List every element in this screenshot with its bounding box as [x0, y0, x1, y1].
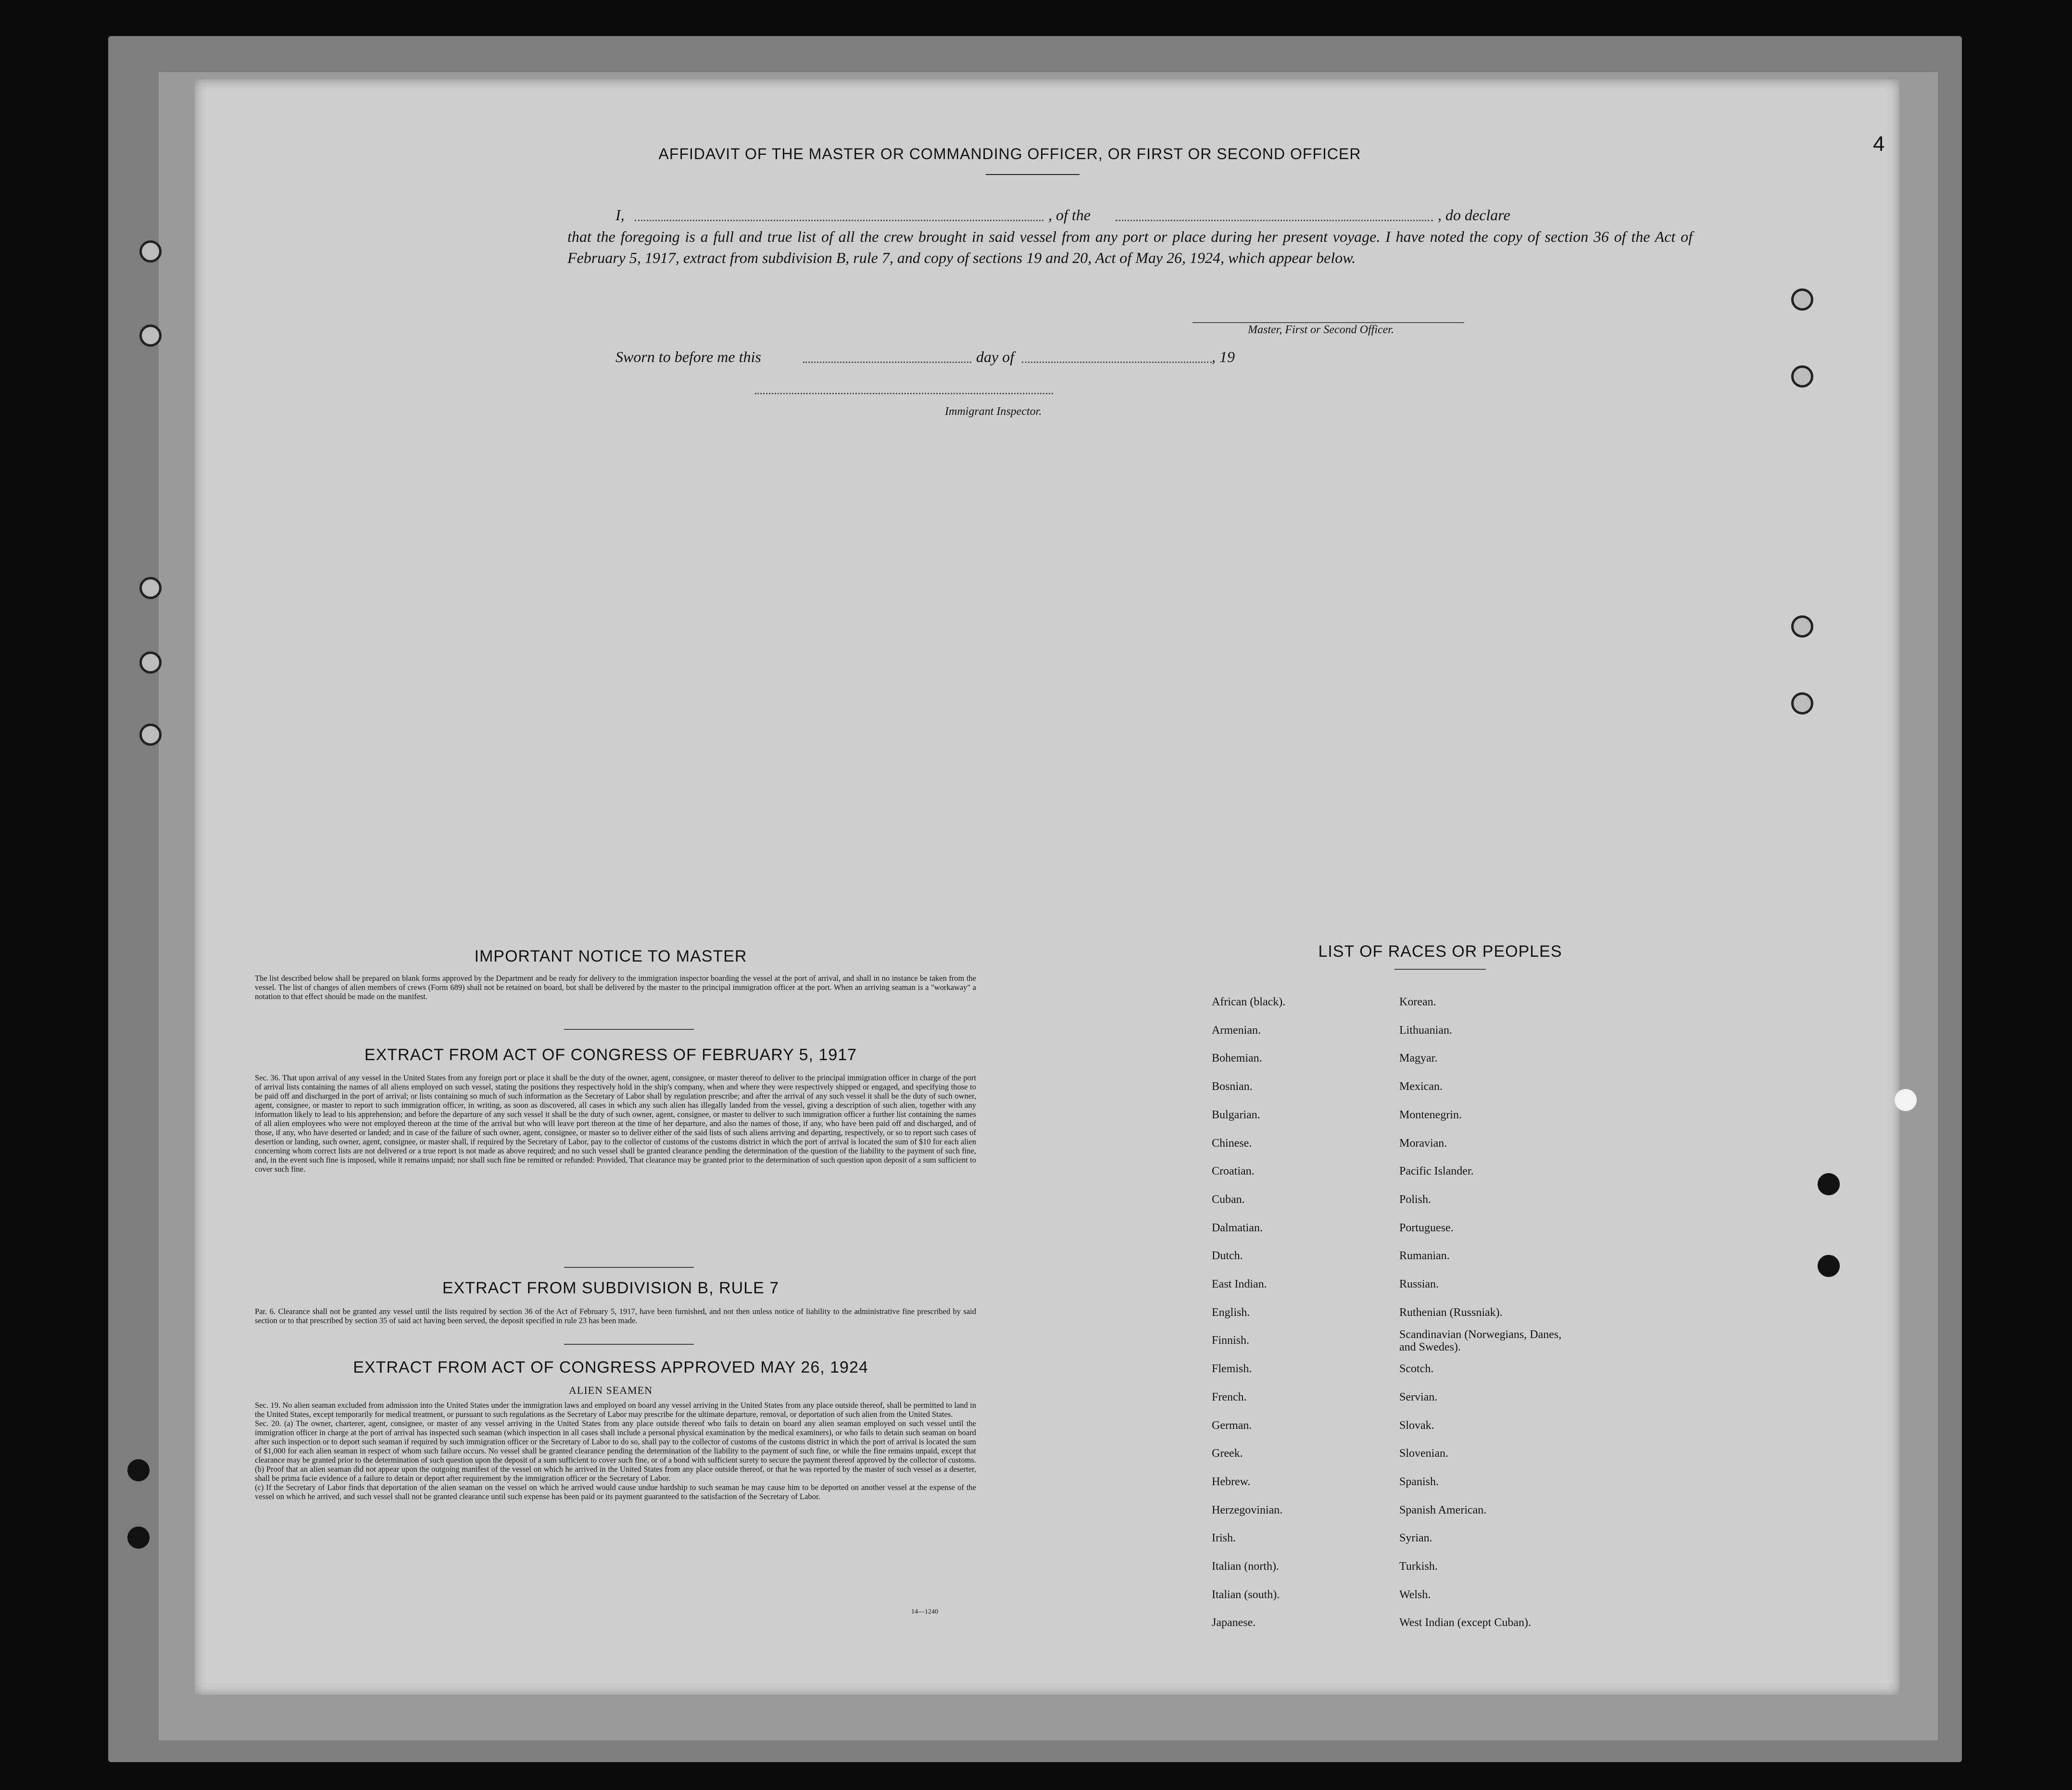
binder-hole	[1791, 365, 1813, 388]
binder-hole	[139, 240, 162, 263]
race-item: Korean.	[1399, 996, 1436, 1008]
race-item: Irish.	[1212, 1532, 1236, 1545]
race-item: Croatian.	[1212, 1165, 1255, 1178]
race-item: Lithuanian.	[1399, 1024, 1452, 1037]
binder-hole	[1818, 1173, 1840, 1195]
inspector-caption: Immigrant Inspector.	[945, 405, 1042, 418]
section-divider	[564, 1267, 694, 1268]
notice-title: IMPORTANT NOTICE TO MASTER	[474, 947, 747, 965]
sworn-c: , 19	[1212, 348, 1235, 365]
race-item: Greek.	[1212, 1447, 1243, 1460]
manifest-page	[195, 79, 1899, 1695]
sworn-day-blank[interactable]	[803, 362, 971, 363]
races-left-column	[1212, 988, 1285, 1637]
affidavit-line1-b: , of the	[1048, 206, 1091, 224]
race-item: Bosnian.	[1212, 1080, 1253, 1093]
name-blank[interactable]	[635, 220, 1043, 221]
race-item: Portuguese.	[1399, 1221, 1454, 1234]
binder-hole	[139, 325, 162, 347]
affidavit-line1-c: , do declare	[1438, 206, 1510, 224]
race-item: Montenegrin.	[1399, 1108, 1462, 1121]
race-item: Spanish.	[1399, 1475, 1439, 1488]
binder-hole	[139, 651, 162, 674]
race-item: English.	[1212, 1306, 1250, 1319]
extract-1917-title: EXTRACT FROM ACT OF CONGRESS OF FEBRUARY 5, 1917	[364, 1046, 857, 1064]
race-item: Dutch.	[1212, 1250, 1243, 1263]
race-item: Turkish.	[1399, 1560, 1438, 1573]
extract-1924-subtitle: ALIEN SEAMEN	[569, 1384, 653, 1396]
binder-hole	[139, 577, 162, 599]
race-item: Japanese.	[1212, 1616, 1256, 1629]
affidavit-line1	[615, 204, 1693, 225]
race-item: West Indian (except Cuban).	[1399, 1616, 1531, 1629]
race-item: Rumanian.	[1399, 1250, 1450, 1263]
affidavit-line1-a: I,	[615, 206, 625, 224]
section-20b-text: (b) Proof that an alien seaman did not appear upon the outgoing manifest of the vessel on which he arrived in the United States from any place outside thereof, or that he was reported by the master of such vessel as a deserter, shall be prima facie evidence of a failure to detain or deport after requirement by the immigration officer or the Secretary of Labor.	[255, 1465, 976, 1483]
race-item: African (black).	[1212, 996, 1286, 1008]
signature-caption: Master, First or Second Officer.	[1248, 324, 1394, 336]
binder-hole	[1791, 615, 1813, 638]
race-item: Welsh.	[1399, 1588, 1431, 1601]
race-item: Ruthenian (Russniak).	[1399, 1306, 1503, 1319]
race-item: Magyar.	[1399, 1052, 1438, 1065]
race-item: Armenian.	[1212, 1024, 1261, 1037]
inspector-signature-line[interactable]	[755, 393, 1053, 394]
section-20a-text: Sec. 20. (a) The owner, charterer, agent, consignee, or master of any vessel arriving in the United States from any place outside thereof who fails to detain on board any alien seaman employed on such vessel until the immigration officer in charge at the port of arrival has inspected such seaman (which inspection in all cases shall include a personal physical examination by the medical examiners), or who fails to detain such seaman on board after such inspection or to deport such seaman if required by such immigration officer or the Secretary of Labor to do so, shall pay to the collector of customs of the customs district in which the port of arrival is located the sum of $1,000 for each alien seaman in respect of whom such failure occurs. No vessel shall be granted clearance pending the determination of the liability to the payment of such fine, or while the fine remains unpaid, except that clearance may be granted prior to the determination of such question upon the deposit of a sum sufficient to cover such fine, or of a bond with sufficient surety to secure the payment thereof approved by the collector of customs.	[255, 1419, 976, 1465]
race-item: Russian.	[1399, 1278, 1439, 1291]
race-item: Chinese.	[1212, 1137, 1252, 1150]
race-item: Bulgarian.	[1212, 1108, 1260, 1121]
race-item: East Indian.	[1212, 1278, 1267, 1291]
section-19-text: Sec. 19. No alien seaman excluded from admission into the United States under the immigration laws and employed on board any vessel arriving in the United States from any place outside thereof, shall be permitted to land in the United States, except temporarily for medical treatment, or pursuant to such regulations as the Secretary of Labor may prescribe for the ultimate departure, removal, or deportation of such alien from the United States.	[255, 1401, 976, 1419]
race-item: Italian (south).	[1212, 1588, 1280, 1601]
section-divider	[564, 1344, 694, 1345]
sworn-b: day of	[976, 348, 1015, 365]
races-right-column	[1399, 988, 1572, 1637]
race-item: Mexican.	[1399, 1080, 1443, 1093]
form-number: 14—1240	[911, 1608, 938, 1615]
notice-body: The list described below shall be prepared on blank forms approved by the Department and be ready for delivery to the immigration inspector boarding the vessel at the port of arrival, and shall in no instance be taken from the vessel. The list of changes of alien members of crews (Form 689) shall not be retained on board, but shall be delivered by the master to the principal immigration officer at the port. When an arriving seaman is a "workaway" a notation to that effect should be made on the manifest.	[255, 974, 976, 1001]
race-item: Flemish.	[1212, 1363, 1252, 1376]
race-item: Cuban.	[1212, 1193, 1245, 1206]
race-item: Scotch.	[1399, 1363, 1434, 1376]
extract-rule7-body: Par. 6. Clearance shall not be granted any vessel until the lists required by section 36 of the Act of February 5, 1917, have been furnished, and not then unless notice of liability to the administrative fine prescribed by said section or to that prescribed by section 35 of said act having been served, the deposit specified in rule 23 has been made.	[255, 1307, 976, 1325]
sworn-line	[615, 346, 1289, 367]
races-title: LIST OF RACES OR PEOPLES	[1318, 942, 1562, 961]
sworn-a: Sworn to before me this	[615, 348, 761, 365]
binder-hole	[1895, 1089, 1917, 1111]
race-item: Spanish American.	[1399, 1503, 1487, 1516]
race-item: Italian (north).	[1212, 1560, 1279, 1573]
race-item: Scandinavian (Norwegians, Danes, and Swedes).	[1399, 1328, 1562, 1354]
race-item: Hebrew.	[1212, 1475, 1251, 1488]
race-item: Slovak.	[1399, 1419, 1434, 1432]
title-underline	[986, 174, 1080, 175]
sworn-month-blank[interactable]	[1022, 362, 1212, 363]
race-item: Polish.	[1399, 1193, 1432, 1206]
binder-hole	[1791, 288, 1813, 311]
extract-1917-body: Sec. 36. That upon arrival of any vessel in the United States from any foreign port or place it shall be the duty of the owner, agent, consignee, or master thereof to deliver to the principal immigration officer in charge of the port of arrival lists containing the names of all aliens employed on such vessel, stating the positions they respectively hold in the ship's company, when and where they were respectively shipped or engaged, and specifying those to be paid off and discharged in the port of arrival; or lists containing so much of such information as the Secretary of Labor shall by regulation prescribe; and after the arrival of any such vessel it shall be the duty of such owner, agent, consignee, or master to report to such immigration officer, in writing, as soon as discovered, all cases in which any such alien has illegally landed from the vessel, giving a description of such alien, together with any information likely to lead to his apprehension; and before the departure of any such vessel it shall be the duty of such owner, agent, consignee, or master to deliver to such immigration officer a further list containing the names of all alien employees who were not employed thereon at the time of the arrival but who will leave port thereon at the time of her departure, and also the names of those, if any, who have been paid off and discharged, and of those, if any, who have deserted or landed; and in case of the failure of such owner, agent, consignee, or master so to deliver either of the said lists of such aliens arriving and departing, respectively, or so to report such cases of desertion or landing, such owner, agent, consignee, or master shall, if required by the Secretary of Labor, pay to the collector of customs of the customs district in which the port of arrival is located the sum of $10 for each alien concerning whom correct lists are not delivered or a true report is not made as above required; and no such vessel shall be granted clearance pending the determination of the question of the liability to the payment of such fine, and, in the event such fine is imposed, while it remains unpaid; nor shall such fine be remitted or refunded: Provided, That clearance may be granted prior to the determination of such question upon deposit of a sum sufficient to cover such fine.	[255, 1073, 976, 1174]
affidavit-body: that the foregoing is a full and true list of all the crew brought in said vessel from any port or place during her present voyage. I have noted the copy of section 36 of the Act of February 5, 1917, extract from subdivision B, rule 7, and copy of sections 19 and 20, Act of May 26, 1924, which appear below.	[567, 228, 1693, 266]
race-item: Moravian.	[1399, 1137, 1447, 1150]
extract-1924-body	[255, 1401, 976, 1501]
race-item: Syrian.	[1399, 1532, 1432, 1545]
race-item: Herzegovinian.	[1212, 1503, 1283, 1516]
race-item: Pacific Islander.	[1399, 1165, 1474, 1178]
section-divider	[564, 1029, 694, 1030]
race-item: Slovenian.	[1399, 1447, 1448, 1460]
affidavit-title: AFFIDAVIT OF THE MASTER OR COMMANDING OFFICER, OR FIRST OR SECOND OFFICER	[658, 145, 1361, 163]
race-item: Dalmatian.	[1212, 1221, 1263, 1234]
race-item: Servian.	[1399, 1390, 1438, 1403]
races-title-underline	[1394, 969, 1486, 970]
extract-rule7-title: EXTRACT FROM SUBDIVISION B, RULE 7	[442, 1279, 779, 1297]
binder-hole	[127, 1527, 150, 1549]
section-20c-text: (c) If the Secretary of Labor finds that deportation of the alien seaman on the vessel on which he arrived would cause undue hardship to such seaman he may cause him to be deported on another vessel at the expense of the vessel on which he arrived, and such vessel shall not be granted clearance until such expense has been paid or its payment guaranteed to the satisfaction of the Secretary of Labor.	[255, 1483, 976, 1501]
signature-line	[1193, 322, 1464, 323]
binder-hole	[127, 1459, 150, 1481]
race-item: German.	[1212, 1419, 1252, 1432]
vessel-blank[interactable]	[1116, 220, 1433, 221]
page-mark: 4	[1873, 132, 1885, 156]
race-item: French.	[1212, 1390, 1247, 1403]
binder-hole	[1818, 1255, 1840, 1277]
binder-hole	[1791, 692, 1813, 714]
race-item: Bohemian.	[1212, 1052, 1262, 1065]
extract-1924-title: EXTRACT FROM ACT OF CONGRESS APPROVED MAY 26, 1924	[353, 1358, 868, 1377]
binder-hole	[139, 724, 162, 746]
race-item: Finnish.	[1212, 1334, 1250, 1347]
